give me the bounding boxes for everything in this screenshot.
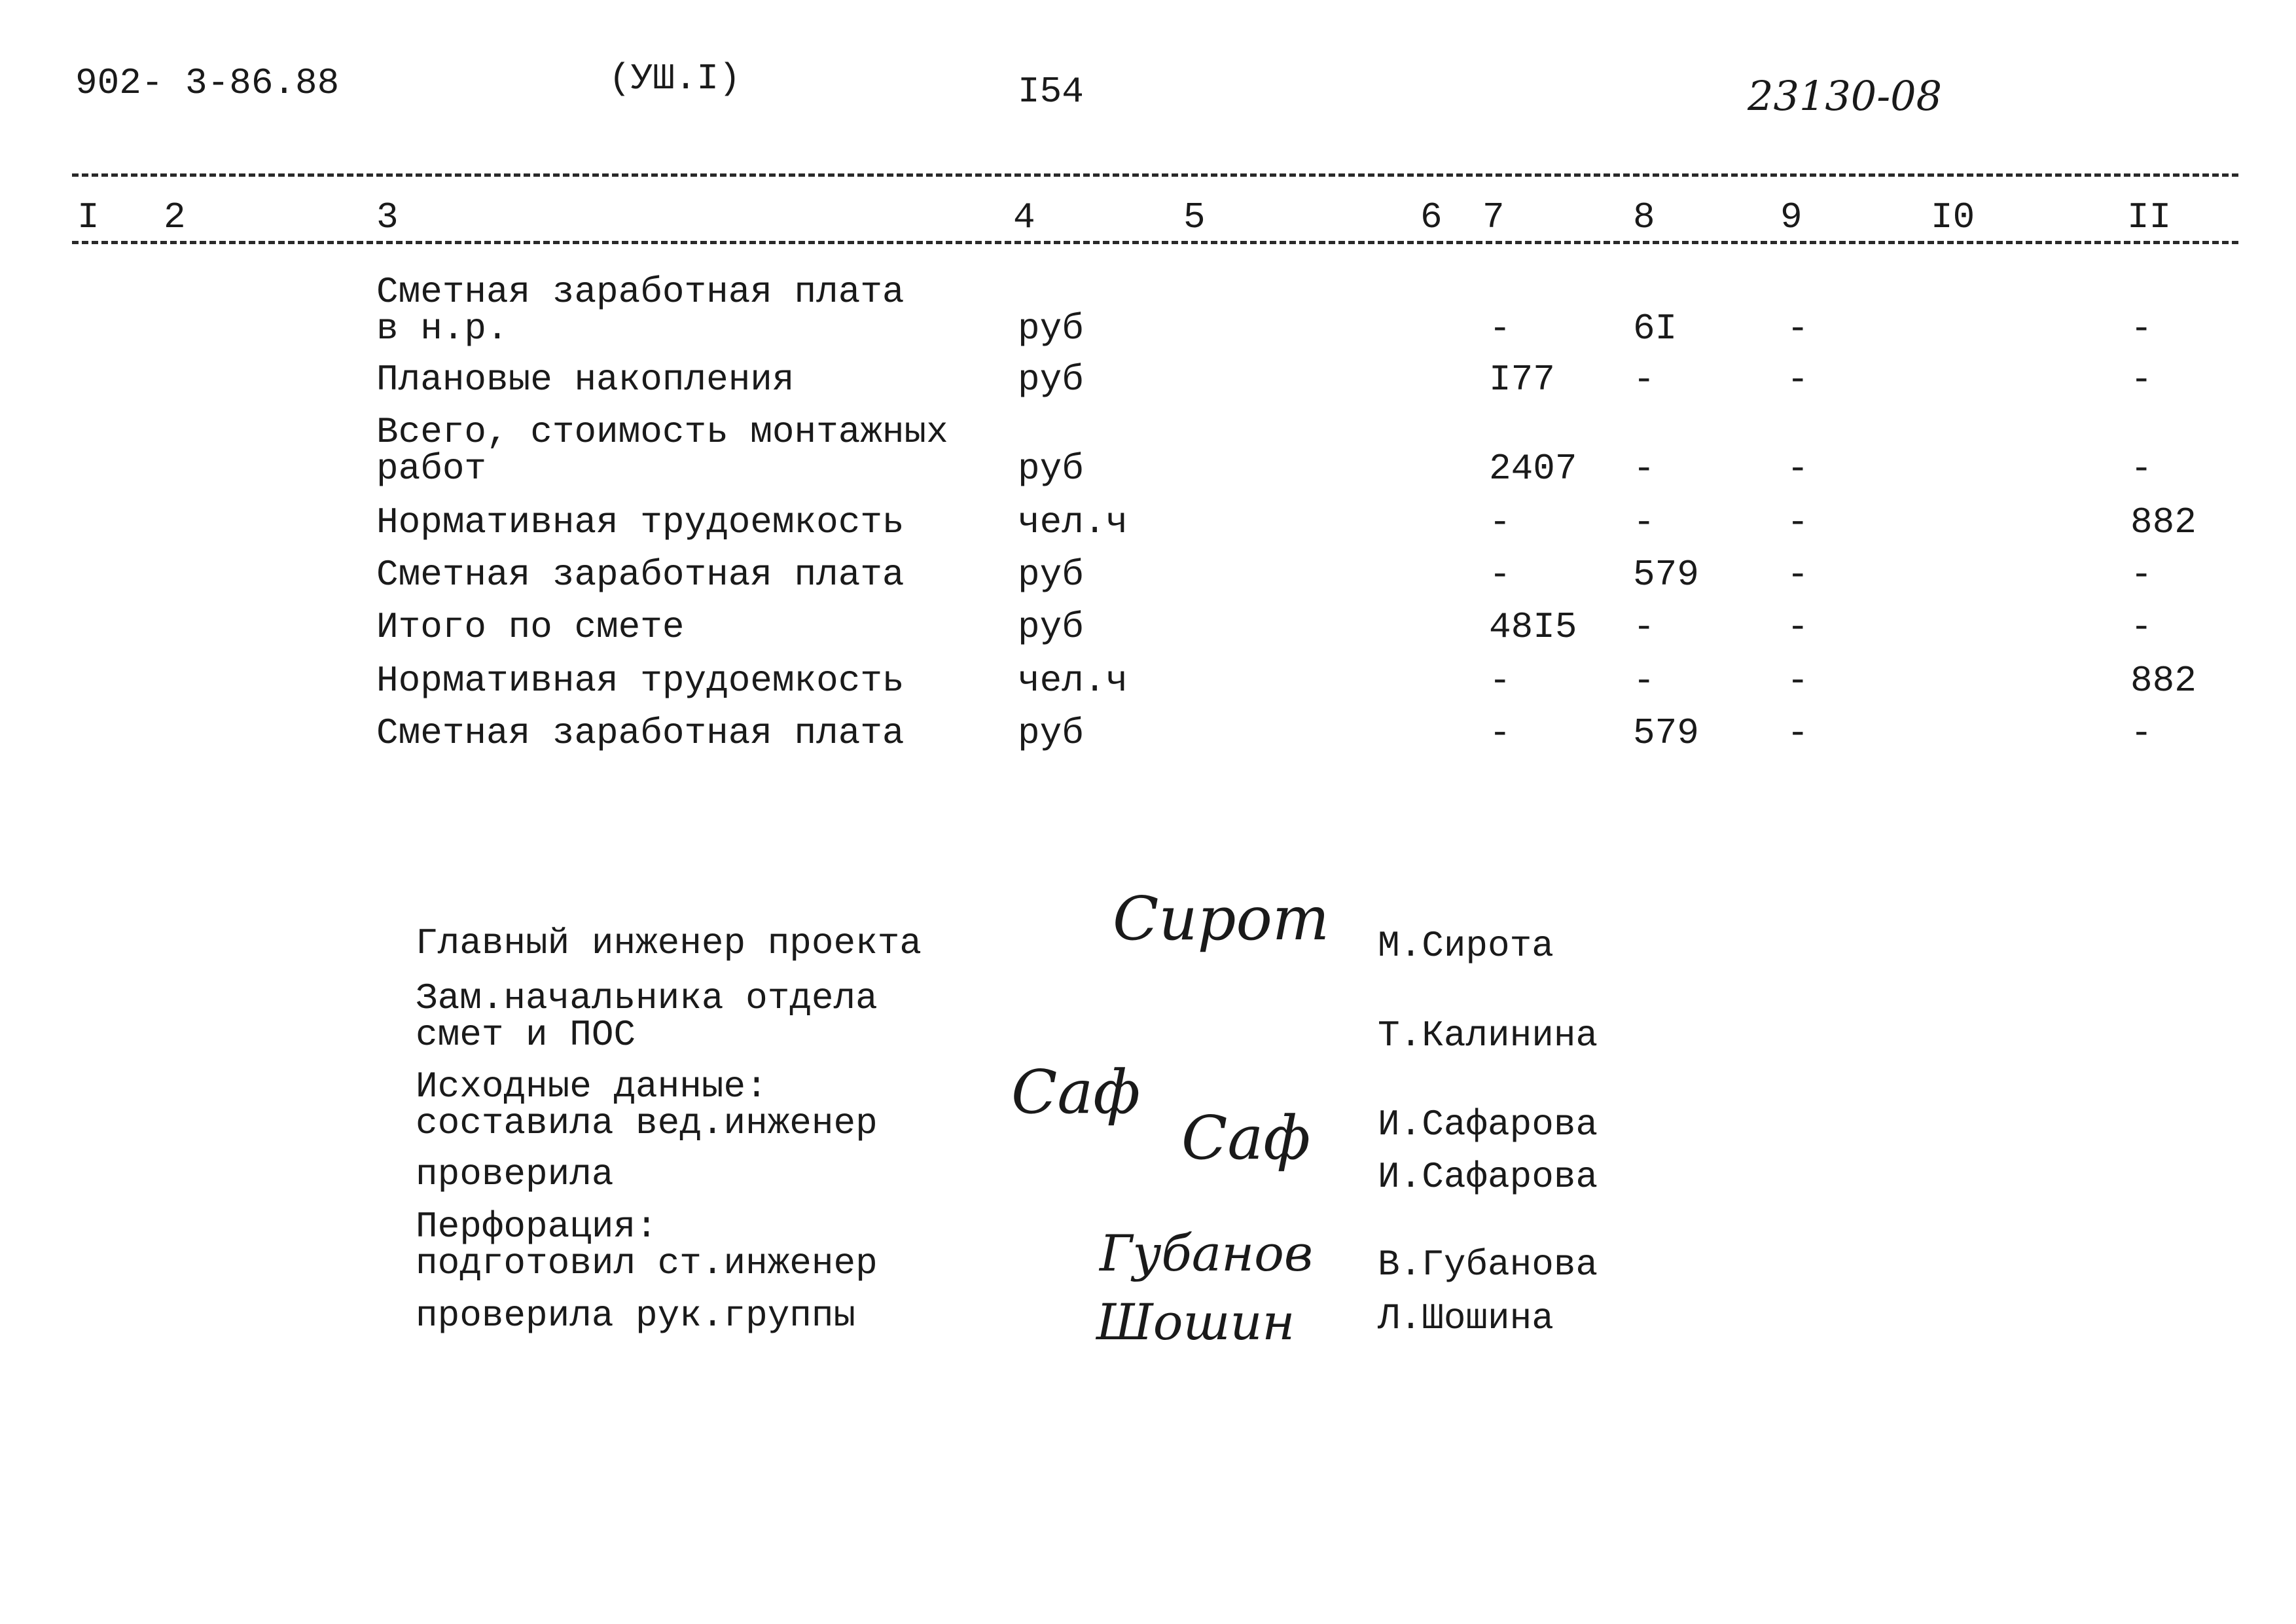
row-col8: - <box>1633 359 1655 401</box>
row-col7: - <box>1489 660 1511 702</box>
row-col8: 6I <box>1633 308 1677 350</box>
signature-role: проверила рук.группы <box>416 1295 856 1337</box>
row-col11: - <box>2130 308 2153 350</box>
row-col9: - <box>1787 554 1809 596</box>
row-col7: 48I5 <box>1489 606 1577 648</box>
row-label: Нормативная трудоемкость <box>376 501 905 543</box>
row-col8: 579 <box>1633 554 1699 596</box>
signature-name: Л.Шошина <box>1378 1297 1554 1339</box>
archive-number: 23130-08 <box>1748 72 1943 120</box>
signature-role: Зам.начальника отдела смет и ПОС <box>416 977 878 1056</box>
row-col7: 2407 <box>1489 448 1577 490</box>
table-top-rule <box>72 173 2238 177</box>
row-label: Сметная заработная плата <box>376 712 905 754</box>
row-unit: руб <box>1018 308 1084 350</box>
row-col8: - <box>1633 660 1655 702</box>
column-number-4: 4 <box>1013 196 1035 238</box>
signature-name: В.Губанова <box>1378 1244 1598 1286</box>
row-unit: руб <box>1018 712 1084 754</box>
signature-name: И.Сафарова <box>1378 1104 1598 1146</box>
column-number-1: I <box>77 196 99 238</box>
signature-role: проверила <box>416 1153 614 1195</box>
row-col11: - <box>2130 448 2153 490</box>
row-col7: - <box>1489 501 1511 543</box>
signature-name: И.Сафарова <box>1378 1156 1598 1198</box>
row-col9: - <box>1787 712 1809 754</box>
row-col11: 882 <box>2130 501 2197 543</box>
row-col7: - <box>1489 308 1511 350</box>
signature-name: Т.Калинина <box>1378 1015 1598 1056</box>
row-label: Сметная заработная плата <box>376 554 905 596</box>
row-unit: руб <box>1018 606 1084 648</box>
row-label: Нормативная трудоемкость <box>376 660 905 702</box>
row-col9: - <box>1787 660 1809 702</box>
row-col11: 882 <box>2130 660 2197 702</box>
handwritten-signature: Саф <box>1011 1057 1141 1127</box>
doc-code: 902- 3-86.88 <box>75 62 340 104</box>
signature-role: Исходные данные: составила вед.инженер <box>416 1066 878 1144</box>
section-code: (УШ.I) <box>609 58 741 99</box>
row-unit: руб <box>1018 448 1084 490</box>
row-label: Плановые накопления <box>376 359 795 401</box>
signature-role: Перфорация: подготовил ст.инженер <box>416 1206 878 1284</box>
table-header-rule <box>72 241 2238 244</box>
column-number-3: 3 <box>376 196 399 238</box>
row-col11: - <box>2130 359 2153 401</box>
handwritten-signature: Саф <box>1181 1103 1311 1173</box>
signature-name: М.Сирота <box>1378 925 1554 967</box>
page-number: I54 <box>1018 71 1084 113</box>
row-col9: - <box>1787 501 1809 543</box>
row-col8: - <box>1633 606 1655 648</box>
row-label: Всего, стоимость монтажных работ <box>376 411 948 490</box>
row-col9: - <box>1787 308 1809 350</box>
column-number-8: 8 <box>1633 196 1655 238</box>
handwritten-signature: Шошин <box>1096 1293 1295 1351</box>
row-label: Сметная заработная плата в н.р. <box>376 271 905 350</box>
row-unit: руб <box>1018 359 1084 401</box>
column-number-7: 7 <box>1482 196 1505 238</box>
column-number-9: 9 <box>1780 196 1803 238</box>
row-col8: - <box>1633 448 1655 490</box>
signature-role: Главный инженер проекта <box>416 922 922 964</box>
row-col11: - <box>2130 554 2153 596</box>
row-col9: - <box>1787 606 1809 648</box>
row-col11: - <box>2130 712 2153 754</box>
row-unit: руб <box>1018 554 1084 596</box>
row-col8: 579 <box>1633 712 1699 754</box>
row-col9: - <box>1787 359 1809 401</box>
column-number-10: I0 <box>1931 196 1975 238</box>
row-col7: I77 <box>1489 359 1555 401</box>
column-number-2: 2 <box>164 196 186 238</box>
column-number-11: II <box>2127 196 2172 238</box>
column-number-5: 5 <box>1183 196 1206 238</box>
row-col7: - <box>1489 712 1511 754</box>
row-col7: - <box>1489 554 1511 596</box>
row-unit: чел.ч <box>1018 501 1128 543</box>
row-col9: - <box>1787 448 1809 490</box>
row-unit: чел.ч <box>1018 660 1128 702</box>
row-col8: - <box>1633 501 1655 543</box>
row-col11: - <box>2130 606 2153 648</box>
handwritten-signature: Сирот <box>1113 884 1330 954</box>
row-label: Итого по смете <box>376 606 685 648</box>
column-number-6: 6 <box>1420 196 1443 238</box>
handwritten-signature: Губанов <box>1100 1224 1314 1282</box>
